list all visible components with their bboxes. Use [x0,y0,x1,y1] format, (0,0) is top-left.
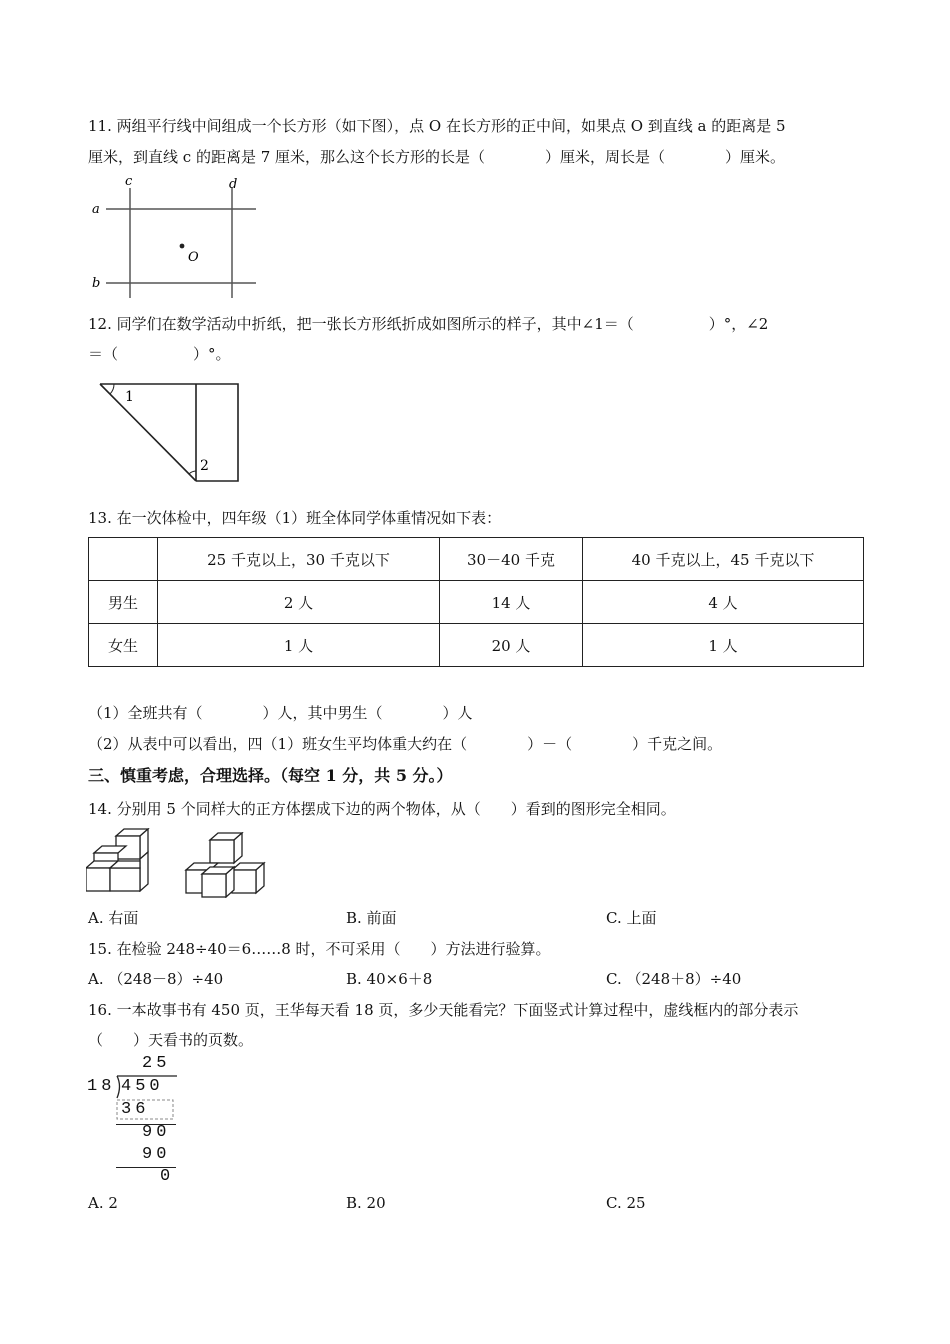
division-dividend: 450 [121,1077,164,1096]
table-cell: 1 人 [158,624,440,667]
angle-2-label: 2 [200,458,209,474]
label-a: a [92,202,100,217]
table-header-cell: 40 千克以上，45 千克以下 [583,538,864,581]
q16-option-b[interactable]: B. 20 [346,1194,386,1212]
q12-text-line2: ＝（ ）°。 [88,345,231,363]
division-remainder2: 0 [160,1167,175,1186]
table-row [89,624,864,667]
q16-text-line1: 16. 一本故事书有 450 页，王华每天看 18 页，多少天能看完？下面竖式计算过程中，虚线框内的部分表示 [88,1001,799,1019]
q14-title: 14. 分别用 5 个同样大的正方体摆成下边的两个物体，从（ ）看到的图形完全相同。 [88,800,676,818]
label-d: d [229,177,238,192]
division-divisor: 18 [87,1077,116,1096]
q11-text-line2: 厘米，到直线 c 的距离是 7 厘米，那么这个长方形的长是（ ）厘米，周长是（ ）厘米。 [88,148,786,166]
table-header-cell: 25 千克以上，30 千克以下 [158,538,440,581]
table-cell: 女生 [89,624,158,667]
cube-figure-left [86,828,152,892]
division-quotient: 25 [142,1054,171,1073]
cube-figure-right [184,832,266,898]
table-cell: 男生 [89,581,158,624]
q15-option-b[interactable]: B. 40×6＋8 [346,970,433,988]
long-division [84,1054,194,1188]
q13-sub1: （1）全班共有（ ）人，其中男生（ ）人 [88,704,473,722]
q13-sub2: （2）从表中可以看出，四（1）班女生平均体重大约在（ ）－（ ）千克之间。 [88,735,723,753]
q16-text-line2: （ ）天看书的页数。 [88,1031,254,1049]
table-cell: 14 人 [440,581,583,624]
division-remainder1: 90 [142,1123,171,1142]
division-step2: 90 [142,1145,171,1164]
table-row [89,581,864,624]
table-cell: 4 人 [583,581,864,624]
weight-table [88,537,864,667]
table-cell: 2 人 [158,581,440,624]
table-cell: 1 人 [583,624,864,667]
angle-1-label: 1 [125,389,134,405]
q14-option-c[interactable]: C. 上面 [606,909,657,927]
q12-text-line1: 12. 同学们在数学活动中折纸，把一张长方形纸折成如图所示的样子，其中∠1＝（ ）°，∠2 [88,315,769,333]
q13-title: 13. 在一次体检中，四年级（1）班全体同学体重情况如下表： [88,509,502,527]
table-header-cell: 30－40 千克 [440,538,583,581]
q15-option-a[interactable]: A. （248－8）÷40 [88,970,224,988]
q16-option-c[interactable]: C. 25 [606,1194,646,1212]
q15-title: 15. 在检验 248÷40＝6……8 时，不可采用（ ）方法进行验算。 [88,940,551,958]
q15-option-c[interactable]: C. （248＋8）÷40 [606,970,742,988]
table-cell: 20 人 [440,624,583,667]
label-b: b [92,276,101,291]
table-header-cell [89,538,158,581]
q14-option-a[interactable]: A. 右面 [88,909,139,927]
parallel-lines-figure [84,174,264,300]
q16-option-a[interactable]: A. 2 [88,1194,118,1212]
folded-paper-figure [96,380,244,484]
q11-text-line1: 11. 两组平行线中间组成一个长方形（如下图），点 O 在长方形的正中间，如果点 O 到直线 a 的距离是 5 [88,117,786,135]
q14-option-b[interactable]: B. 前面 [346,909,397,927]
label-o: O [188,250,199,265]
label-c: c [125,174,133,189]
section-3-heading: 三、慎重考虑，合理选择。（每空 1 分，共 5 分。） [88,766,453,785]
division-step1: 36 [121,1100,150,1119]
table-header-row [89,538,864,581]
